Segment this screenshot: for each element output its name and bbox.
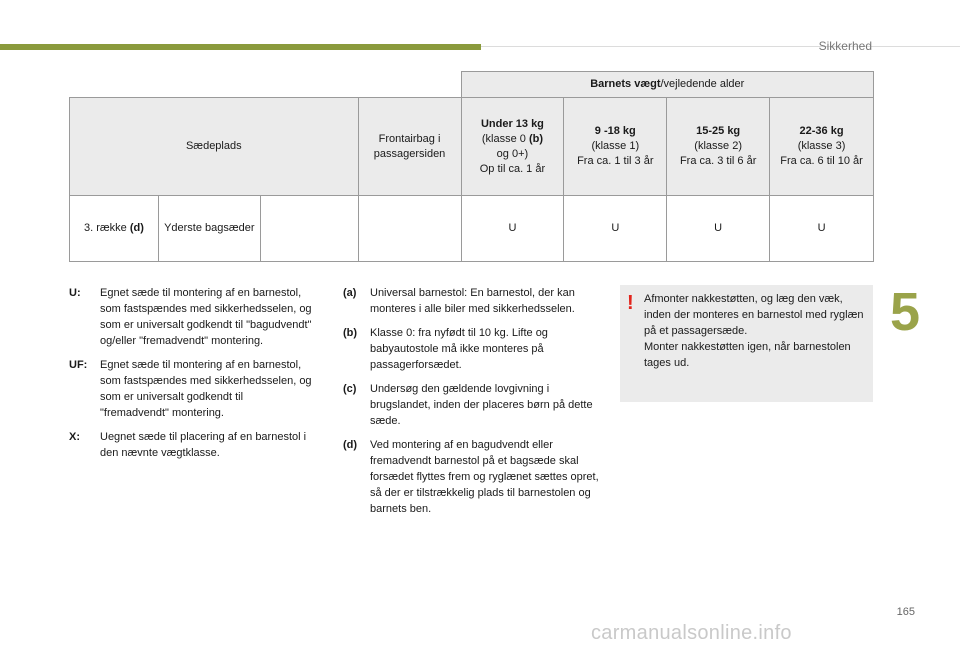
warning-icon: ! bbox=[627, 292, 634, 314]
header-accent-bar bbox=[0, 44, 481, 50]
section-title: Sikkerhed bbox=[818, 39, 872, 53]
watermark: carmanualsonline.info bbox=[591, 622, 792, 644]
legend bbox=[69, 285, 314, 469]
value-cell: U bbox=[667, 196, 770, 262]
weight-col-header: Under 13 kg (klasse 0 (b) og 0+) Op til ca. 1 år bbox=[461, 98, 564, 196]
child-seat-table bbox=[69, 71, 874, 262]
header-rule bbox=[481, 46, 960, 47]
warning-text: Afmonter nakkestøtten, og læg den væk, inden der monteres en barnestol med ryglæn på et passagersæde. bbox=[644, 293, 864, 337]
seat-position-header: Sædeplads bbox=[70, 98, 359, 196]
airbag-cell bbox=[358, 196, 461, 262]
legend-item: U: Egnet sæde til montering af en barnestol, som fastspændes med sikkerhedsselen, og som er universalt godkendt til "bagudvendt" og/eller "fremadvendt" montering. bbox=[69, 287, 312, 347]
legend-item: X: Uegnet sæde til placering af en barnestol i den nævnte vægtklasse. bbox=[69, 431, 307, 459]
footnotes bbox=[343, 285, 605, 525]
value-cell: U bbox=[770, 196, 874, 262]
footnote-item: (c) Undersøg den gældende lovgivning i brugslandet, inden der placeres børn på dette sæde. bbox=[343, 383, 593, 427]
warning-text-2: Monter nakkestøtten igen, når barnestolen tages ud. bbox=[644, 341, 851, 369]
weight-col-header: 15-25 kg (klasse 2) Fra ca. 3 til 6 år bbox=[667, 98, 770, 196]
weight-col-header: 22-36 kg (klasse 3) Fra ca. 6 til 10 år bbox=[770, 98, 874, 196]
page-number: 165 bbox=[896, 606, 915, 618]
table-blank-corner bbox=[70, 72, 462, 98]
footnote-item: (b) Klasse 0: fra nyfødt til 10 kg. Lifte og babyautostole må ikke monteres på passagerforsædet. bbox=[343, 327, 548, 371]
legend-item: UF: Egnet sæde til montering af en barnestol, som fastspændes med sikkerhedsselen, og som er universalt godkendt til "fremadvendt" montering. bbox=[69, 359, 312, 419]
weight-group-header: Barnets vægt/vejledende alder bbox=[461, 72, 874, 98]
footnote-item: (a) Universal barnestol: En barnestol, der kan monteres i alle biler med sikkerhedsselen. bbox=[343, 287, 575, 315]
empty-cell bbox=[260, 196, 358, 262]
airbag-header: Frontairbag i passagersiden bbox=[358, 98, 461, 196]
seat-name-cell: Yderste bagsæder bbox=[158, 196, 260, 262]
chapter-number: 5 bbox=[890, 282, 921, 342]
footnote-item: (d) Ved montering af en bagudvendt eller fremadvendt barnestol på et bagsæde skal forsædet flyttes frem og ryglænet sættes opret, så der er tilstrækkelig plads til barnestolen og barnets ben. bbox=[343, 439, 599, 515]
weight-col-header: 9 -18 kg (klasse 1) Fra ca. 1 til 3 år bbox=[564, 98, 667, 196]
value-cell: U bbox=[564, 196, 667, 262]
row-label: 3. række (d) bbox=[70, 196, 159, 262]
value-cell: U bbox=[461, 196, 564, 262]
table-row bbox=[70, 196, 874, 262]
warning-box bbox=[620, 285, 873, 402]
